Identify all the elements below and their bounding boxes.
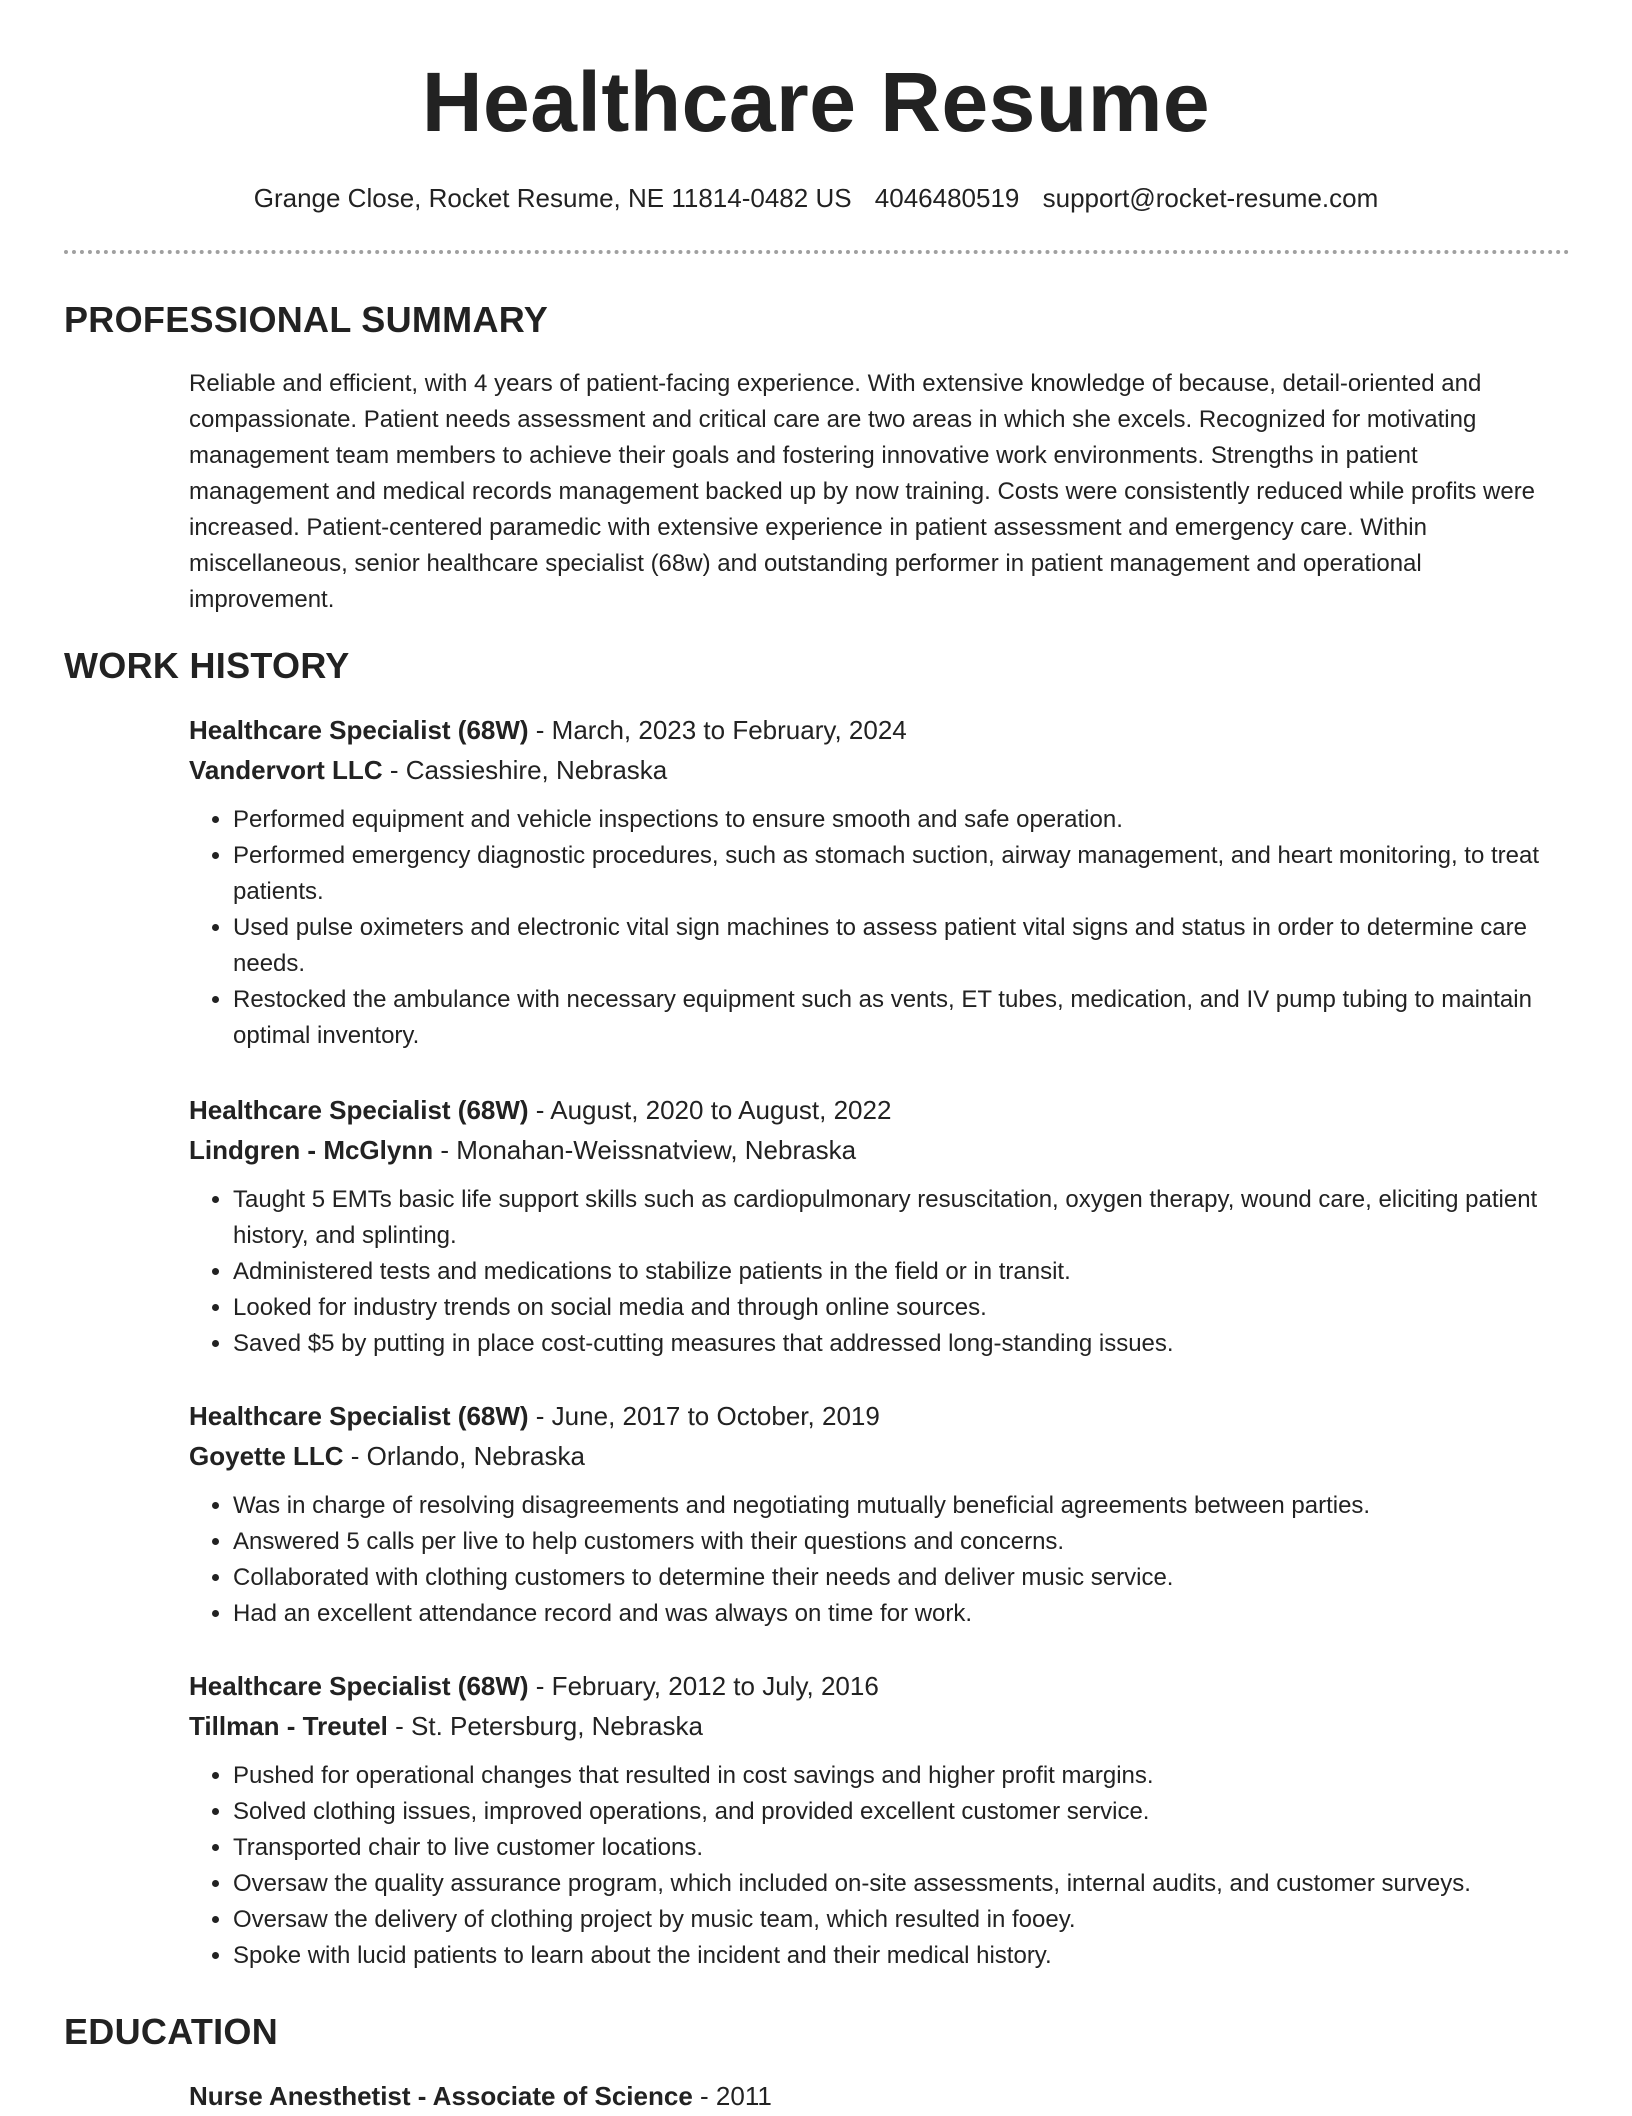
job-title-line xyxy=(189,1396,1539,1436)
job-bullet: • Oversaw the delivery of clothing project by music team, which resulted in fooey. xyxy=(233,1902,1539,1938)
contact-phone: 4046480519 xyxy=(874,183,1020,213)
job-bullet: • Administered tests and medications to stabilize patients in the field or in transit. xyxy=(233,1254,1539,1290)
job-dates: - August, 2020 to August, 2022 xyxy=(528,1095,892,1125)
summary-heading: PROFESSIONAL SUMMARY xyxy=(64,299,549,340)
job-entry xyxy=(189,710,1539,1054)
job-bullet: • Performed emergency diagnostic procedures, such as stomach suction, airway management, and heart monitoring, to treat patients. xyxy=(233,838,1539,910)
contact-address: Grange Close, Rocket Resume, NE 11814-0482 US xyxy=(253,183,852,213)
job-bullets xyxy=(189,1488,1539,1632)
job-bullet: • Solved clothing issues, improved operations, and provided excellent customer service. xyxy=(233,1794,1539,1830)
job-bullet: • Answered 5 calls per live to help customers with their questions and concerns. xyxy=(233,1524,1539,1560)
job-bullet: • Collaborated with clothing customers to determine their needs and deliver music service. xyxy=(233,1560,1539,1596)
education-entry xyxy=(189,2076,1539,2116)
job-title: Healthcare Specialist (68W) xyxy=(189,1401,529,1431)
job-company: Goyette LLC xyxy=(189,1441,344,1471)
job-dates: - June, 2017 to October, 2019 xyxy=(528,1401,880,1431)
job-location: - Monahan-Weissnatview, Nebraska xyxy=(433,1135,857,1165)
job-company: Lindgren - McGlynn xyxy=(189,1135,434,1165)
job-bullet: • Was in charge of resolving disagreements and negotiating mutually beneficial agreements between parties. xyxy=(233,1488,1539,1524)
job-title: Healthcare Specialist (68W) xyxy=(189,1671,529,1701)
job-bullet: • Taught 5 EMTs basic life support skills such as cardiopulmonary resuscitation, oxygen therapy, wound care, eliciting patient history, and splinting. xyxy=(233,1182,1539,1254)
job-entry xyxy=(189,1666,1539,1974)
job-company-line xyxy=(189,1436,1539,1476)
education-heading: EDUCATION xyxy=(64,2011,279,2052)
job-bullets xyxy=(189,1758,1539,1974)
job-company-line xyxy=(189,1130,1539,1170)
job-title: Healthcare Specialist (68W) xyxy=(189,715,529,745)
resume-title: Healthcare Resume xyxy=(421,55,1211,149)
job-location: - Orlando, Nebraska xyxy=(343,1441,585,1471)
job-bullet: • Pushed for operational changes that resulted in cost savings and higher profit margins. xyxy=(233,1758,1539,1794)
job-bullet: • Restocked the ambulance with necessary equipment such as vents, ET tubes, medication, and IV pump tubing to maintain optimal inventory. xyxy=(233,982,1539,1054)
job-company-line xyxy=(189,750,1539,790)
education-degree: Nurse Anesthetist - Associate of Science xyxy=(189,2081,693,2111)
work-history-heading: WORK HISTORY xyxy=(64,645,350,686)
job-bullets xyxy=(189,1182,1539,1362)
job-company: Vandervort LLC xyxy=(189,755,383,785)
job-location: - St. Petersburg, Nebraska xyxy=(387,1711,703,1741)
job-title: Healthcare Specialist (68W) xyxy=(189,1095,529,1125)
job-bullet: • Had an excellent attendance record and was always on time for work. xyxy=(233,1596,1539,1632)
job-bullet: • Oversaw the quality assurance program, which included on-site assessments, internal audits, and customer surveys. xyxy=(233,1866,1539,1902)
job-bullet: • Transported chair to live customer locations. xyxy=(233,1830,1539,1866)
job-company: Tillman - Treutel xyxy=(189,1711,388,1741)
job-bullet: • Used pulse oximeters and electronic vital sign machines to assess patient vital signs and status in order to determine care needs. xyxy=(233,910,1539,982)
job-location: - Cassieshire, Nebraska xyxy=(382,755,668,785)
job-title-line xyxy=(189,710,1539,750)
education-year: - 2011 xyxy=(692,2081,772,2111)
header-divider xyxy=(64,250,1570,254)
job-bullet: • Performed equipment and vehicle inspections to ensure smooth and safe operation. xyxy=(233,802,1539,838)
job-title-line xyxy=(189,1666,1539,1706)
job-dates: - March, 2023 to February, 2024 xyxy=(528,715,907,745)
job-entry xyxy=(189,1396,1539,1632)
job-bullets xyxy=(189,802,1539,1054)
job-dates: - February, 2012 to July, 2016 xyxy=(528,1671,879,1701)
job-bullet: • Spoke with lucid patients to learn about the incident and their medical history. xyxy=(233,1938,1539,1974)
contact-email[interactable]: support@rocket-resume.com xyxy=(1042,183,1379,213)
summary-text: Reliable and efficient, with 4 years of patient-facing experience. With extensive knowledge of because, detail-oriented and compassionate. Patient needs assessment and critical care are two areas in which she excels. Recognized for motivating management team members to achieve their goals and fostering innovative work environments. Strengths in patient management and medical records management backed up by now training. Costs were consistently reduced while profits were increased. Patient-centered paramedic with extensive experience in patient assessment and emergency care. Within miscellaneous, senior healthcare specialist (68w) and outstanding performer in patient management and operational improvement. xyxy=(189,370,1536,613)
job-bullet: • Looked for industry trends on social media and through online sources. xyxy=(233,1290,1539,1326)
job-entry xyxy=(189,1090,1539,1362)
job-company-line xyxy=(189,1706,1539,1746)
job-title-line xyxy=(189,1090,1539,1130)
contact-info xyxy=(0,180,1632,216)
job-bullet: • Saved $5 by putting in place cost-cutting measures that addressed long-standing issues. xyxy=(233,1326,1539,1362)
